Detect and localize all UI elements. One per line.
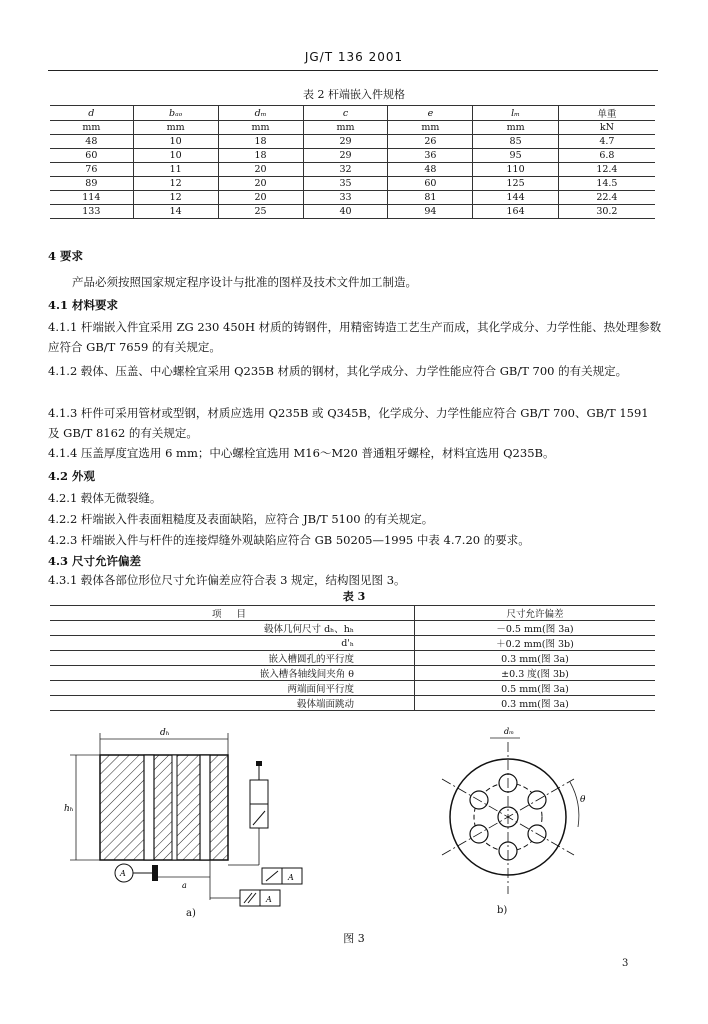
header-rule <box>48 70 658 71</box>
figure-3b-drawing <box>420 722 600 902</box>
table-cell: 133 <box>50 205 133 219</box>
table-cell: 40 <box>303 205 388 219</box>
section-heading-4-3: 4.3 尺寸允许偏差 <box>48 554 142 568</box>
dim-label-hh: hₕ <box>64 804 74 814</box>
table-cell: 0.3 mm(图 3a) <box>415 696 656 711</box>
table3-caption: 表 3 <box>342 590 366 603</box>
table-row <box>50 696 655 711</box>
table-unit-cell: mm <box>50 121 133 135</box>
table-cell: 25 <box>218 205 303 219</box>
dim-label-dh: dₕ <box>160 728 170 738</box>
table-row <box>50 681 655 696</box>
table-header-cell: 单重 <box>558 106 655 121</box>
table-cell: 14.5 <box>558 177 655 191</box>
table-cell: 毂体端面跳动 <box>50 696 415 711</box>
table-cell: 嵌入槽各轴线间夹角 θ <box>50 666 415 681</box>
paragraph-4-1-2: 4.1.2 毂体、压盖、中心螺栓宜采用 Q235B 材质的钢材，其化学成分、力学性能应符合 GB/T 700 的有关规定。 <box>48 364 628 378</box>
figure-3a-label: a) <box>186 908 196 919</box>
table-cell: 32 <box>303 163 388 177</box>
table-cell: 20 <box>218 163 303 177</box>
table-cell: 12.4 <box>558 163 655 177</box>
table-cell: 14 <box>133 205 218 219</box>
section-heading-4-2: 4.2 外观 <box>48 469 96 483</box>
table-row <box>50 205 655 219</box>
table-cell: 0.5 mm(图 3a) <box>415 681 656 696</box>
table-cell: 0.3 mm(图 3a) <box>415 651 656 666</box>
table-cell: 29 <box>303 135 388 149</box>
groove-left <box>144 755 154 860</box>
table-unit-cell: mm <box>473 121 558 135</box>
groove-right <box>200 755 210 860</box>
table-cell: －0.5 mm(图 3a) <box>415 621 656 636</box>
table-cell: 12 <box>133 177 218 191</box>
table-cell: 26 <box>388 135 473 149</box>
table-cell: d'ₕ <box>50 636 415 651</box>
paragraph-4-1-3: 4.1.3 杆件可采用管材或型钢，材质应选用 Q235B 或 Q345B，化学成分、力学性能应符合 GB/T 700、GB/T 1591 及 GB/T 8162 的有关规定。 <box>48 406 649 440</box>
table3-header-row <box>50 606 655 621</box>
table-cell: 10 <box>133 135 218 149</box>
table-cell: 85 <box>473 135 558 149</box>
table-unit-cell: mm <box>303 121 388 135</box>
table-cell: ＋0.2 mm(图 3b) <box>415 636 656 651</box>
paragraph-4-3-1: 4.3.1 毂体各部位形位尺寸允许偏差应符合表 3 规定，结构图见图 3。 <box>48 573 406 587</box>
table-header-cell: d <box>50 106 133 121</box>
table-header-cell: lₘ <box>473 106 558 121</box>
table-cell: 164 <box>473 205 558 219</box>
table-cell: 20 <box>218 177 303 191</box>
table-cell: 12 <box>133 191 218 205</box>
paragraph-4-2-2: 4.2.2 杆端嵌入件表面粗糙度及表面缺陷，应符合 JB/T 5100 的有关规定。 <box>48 512 434 526</box>
paragraph-intro: 产品必须按照国家规定程序设计与批准的图样及技术文件加工制造。 <box>72 275 417 289</box>
section-heading-4-1: 4.1 材料要求 <box>48 298 119 312</box>
table-cell: 76 <box>50 163 133 177</box>
table-row <box>50 636 655 651</box>
table-cell: 22.4 <box>558 191 655 205</box>
table-cell: 嵌入槽圆孔的平行度 <box>50 651 415 666</box>
table-cell: 144 <box>473 191 558 205</box>
table-unit-cell: mm <box>388 121 473 135</box>
table-row <box>50 621 655 636</box>
table-row <box>50 163 655 177</box>
table-cell: 48 <box>50 135 133 149</box>
table-cell: 35 <box>303 177 388 191</box>
table2-caption: 表 2 杆端嵌入件规格 <box>303 88 405 101</box>
datum-ref-2: A <box>266 895 272 904</box>
table-header-cell: 尺寸允许偏差 <box>415 606 656 621</box>
table-unit-cell: mm <box>218 121 303 135</box>
datum-ref-1: A <box>288 873 294 882</box>
table-cell: 125 <box>473 177 558 191</box>
table-header-cell: 项 目 <box>50 606 415 621</box>
table-cell: 毂体几何尺寸 dₕ、hₕ <box>50 621 415 636</box>
table-cell: ±0.3 度(图 3b) <box>415 666 656 681</box>
paragraph-4-2-3: 4.2.3 杆端嵌入件与杆件的连接焊缝外观缺陷应符合 GB 50205—1995 中表 4.7.20 的要求。 <box>48 533 530 547</box>
table-cell: 29 <box>303 149 388 163</box>
table-unit-cell: kN <box>558 121 655 135</box>
table-cell: 94 <box>388 205 473 219</box>
table-cell: 18 <box>218 149 303 163</box>
table-cell: 33 <box>303 191 388 205</box>
table-cell: 两端面间平行度 <box>50 681 415 696</box>
paragraph-4-1-4: 4.1.4 压盖厚度宜选用 6 mm；中心螺栓宜选用 M16～M20 普通粗牙螺栓，材料宜选用 Q235B。 <box>48 446 555 460</box>
dim-label-a: a <box>182 881 187 890</box>
table-cell: 81 <box>388 191 473 205</box>
table3 <box>50 605 655 711</box>
table-cell: 60 <box>388 177 473 191</box>
figure-3b-label: b) <box>497 905 508 916</box>
figure-3-caption: 图 3 <box>343 932 365 945</box>
table-header-cell: e <box>388 106 473 121</box>
table-row <box>50 135 655 149</box>
table-cell: 110 <box>473 163 558 177</box>
page-number: 3 <box>622 958 629 969</box>
table-cell: 10 <box>133 149 218 163</box>
table-cell: 89 <box>50 177 133 191</box>
center-hole <box>172 755 177 860</box>
table-row <box>50 149 655 163</box>
table-cell: 95 <box>473 149 558 163</box>
table-cell: 48 <box>388 163 473 177</box>
table-header-cell: c <box>303 106 388 121</box>
table-row <box>50 177 655 191</box>
dim-label-dm: dₘ <box>504 727 515 736</box>
table-cell: 4.7 <box>558 135 655 149</box>
table-cell: 20 <box>218 191 303 205</box>
paragraph-4-1-1: 4.1.1 杆端嵌入件宜采用 ZG 230 450H 材质的铸钢件，用精密铸造工艺生产而成，其化学成分、力学性能、热处理参数应符合 GB/T 7659 的有关规定。 <box>48 320 662 354</box>
table-cell: 114 <box>50 191 133 205</box>
table-row <box>50 666 655 681</box>
table-unit-cell: mm <box>133 121 218 135</box>
table-cell: 18 <box>218 135 303 149</box>
table2 <box>50 105 655 219</box>
figure-3a-drawing <box>60 725 320 925</box>
document-header: JG/T 136 2001 <box>304 50 404 64</box>
table-cell: 30.2 <box>558 205 655 219</box>
angle-label-theta: θ <box>580 795 586 805</box>
paragraph-4-2-1: 4.2.1 毂体无微裂缝。 <box>48 491 162 505</box>
table-header-cell: dₘ <box>218 106 303 121</box>
table2-unit-row <box>50 121 655 135</box>
table-row <box>50 651 655 666</box>
table-row <box>50 191 655 205</box>
table-header-cell: bₐₒ <box>133 106 218 121</box>
table-cell: 36 <box>388 149 473 163</box>
table-cell: 60 <box>50 149 133 163</box>
table2-header-row <box>50 106 655 121</box>
table-cell: 6.8 <box>558 149 655 163</box>
datum-label: A <box>120 869 126 878</box>
section-heading-4: 4 要求 <box>48 249 84 263</box>
table-cell: 11 <box>133 163 218 177</box>
